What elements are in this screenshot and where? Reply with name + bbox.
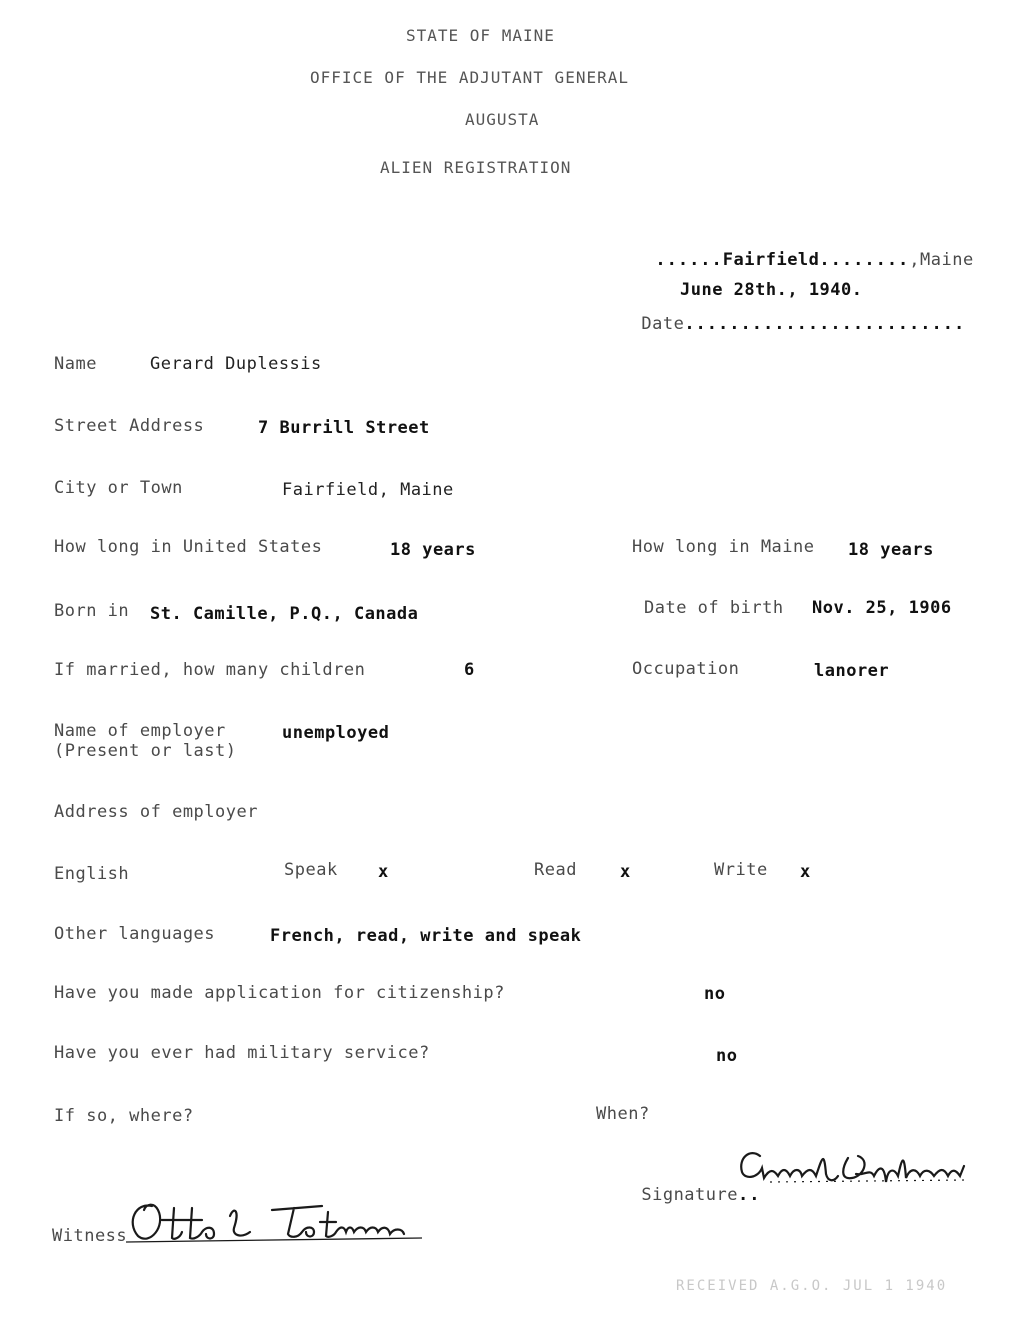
city-value: Fairfield, Maine: [282, 480, 454, 500]
place-town: Fairfield: [722, 250, 820, 270]
employer-label-1: Name of employer: [54, 721, 226, 741]
citizenship-label: Have you made application for citizenship?: [54, 983, 505, 1003]
dob-label: Date of birth: [644, 598, 784, 618]
date-dots: .........................: [684, 314, 966, 334]
how-long-maine-value: 18 years: [848, 540, 934, 560]
employer-value: unemployed: [282, 723, 390, 743]
born-in-value: St. Camille, P.Q., Canada: [150, 604, 419, 624]
dob-value: Nov. 25, 1906: [812, 598, 952, 618]
how-long-maine-label: How long in Maine: [632, 537, 815, 557]
military-value: no: [716, 1046, 738, 1066]
name-label: Name: [54, 354, 97, 374]
english-write-label: Write: [714, 860, 768, 880]
occupation-label: Occupation: [632, 659, 740, 679]
employer-address-label: Address of employer: [54, 802, 258, 822]
english-label: English: [54, 864, 130, 884]
other-languages-value: French, read, write and speak: [270, 926, 582, 946]
children-label: If married, how many children: [54, 660, 366, 680]
place-leader: ......: [655, 250, 723, 270]
place-trailer: ........: [819, 250, 910, 270]
occupation-value: lanorer: [814, 661, 890, 681]
street-label: Street Address: [54, 416, 205, 436]
header-state: STATE OF MAINE: [406, 26, 555, 45]
header-title: ALIEN REGISTRATION: [380, 158, 572, 177]
how-long-us-label: How long in United States: [54, 537, 323, 557]
born-in-label: Born in: [54, 601, 130, 621]
signature-label: Signature: [641, 1185, 738, 1205]
date-value: June 28th., 1940.: [680, 280, 863, 300]
when-label: When?: [596, 1104, 650, 1124]
city-label: City or Town: [54, 478, 183, 498]
english-speak-value: x: [378, 862, 389, 882]
street-value: 7 Burrill Street: [258, 418, 430, 438]
witness-handwriting: [122, 1192, 432, 1252]
english-speak-label: Speak: [284, 860, 338, 880]
employer-label-2: (Present or last): [54, 741, 237, 761]
signature-handwriting: [730, 1138, 980, 1188]
english-read-label: Read: [534, 860, 577, 880]
header-office: OFFICE OF THE ADJUTANT GENERAL: [310, 68, 629, 87]
witness-label: Witness: [52, 1226, 128, 1246]
military-label: Have you ever had military service?: [54, 1043, 430, 1063]
if-so-where-label: If so, where?: [54, 1106, 194, 1126]
header-city: AUGUSTA: [465, 110, 540, 129]
how-long-us-value: 18 years: [390, 540, 476, 560]
signature-dots: ..: [737, 1185, 761, 1205]
english-write-value: x: [800, 862, 811, 882]
children-value: 6: [464, 660, 475, 680]
english-read-value: x: [620, 862, 631, 882]
received-stamp: RECEIVED A.G.O. JUL 1 1940: [676, 1278, 948, 1294]
date-label: Date: [641, 314, 685, 334]
other-languages-label: Other languages: [54, 924, 216, 944]
place-state: ,Maine: [909, 250, 974, 270]
date-line: [596, 292, 965, 355]
name-value: Gerard Duplessis: [150, 354, 322, 374]
citizenship-value: no: [704, 984, 726, 1004]
